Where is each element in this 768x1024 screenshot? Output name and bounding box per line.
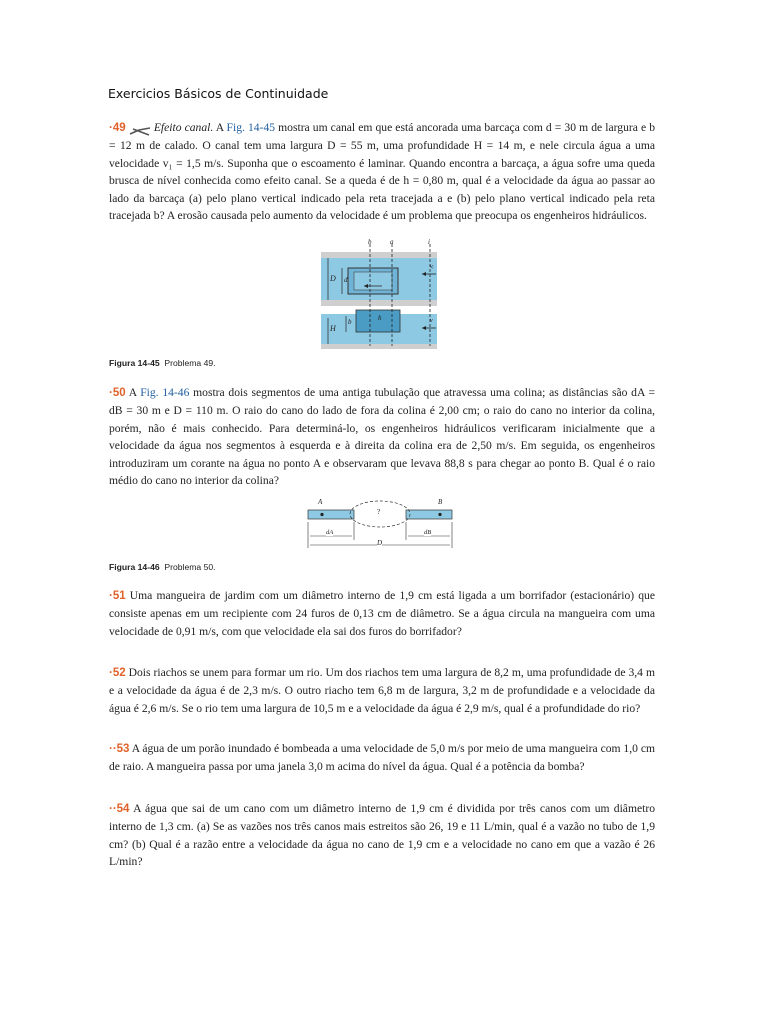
fig-label-d: d [344,276,348,284]
fig-label-D: D [330,274,336,283]
figure-link[interactable]: Fig. 14-46 [140,386,190,399]
problem-number: ·50 [109,387,126,399]
scissors-icon [129,124,151,133]
problem-53 [109,740,655,776]
fig-label-B: B [438,498,443,506]
problem-number: ·51 [109,590,126,602]
fig-label-h: h [378,314,382,322]
problem-50 [109,384,655,489]
problem-text: A água de um porão inundado é bombeada a uma velocidade de 5,0 m/s por meio de uma mangueira com 1,0 cm de raio. A mangueira passa por uma janela 3,0 m acima do nível da água. Qual é a potência da bomba? [109,742,655,774]
problem-tag: Efeito canal. [153,121,214,134]
caption-text: Problema 49. [164,358,216,368]
fig-label-b: b [368,238,372,246]
problem-number: ··53 [109,743,130,755]
problem-49 [109,119,655,224]
fig-label-A: A [318,498,323,506]
document-title: Exercicios Básicos de Continuidade [108,86,329,101]
figure-caption-14-46 [109,562,216,572]
figure-link[interactable]: Fig. 14-45 [226,121,276,134]
problem-54 [109,800,655,871]
fig-label-i: i [428,238,430,246]
figure-14-45 [318,238,440,350]
problem-pre: A [215,121,224,134]
problem-pre: A [128,386,137,399]
problem-number: ·49 [109,122,126,134]
problem-52 [109,664,655,717]
figure-14-46 [300,496,460,552]
problem-text: mostra dois segmentos de uma antiga tubulação que atravessa uma colina; as distâncias são dA = dB = 30 m e D = 110 m. O raio do cano do lado de fora da colina é 2,00 cm; o raio do cano no interior da colina, porém, não é mais conhecido. Para determiná-lo, os engenheiros hidráulicos verificaram inicialmente que a velocidade da água nos segmentos à esquerda e à direita da colina era de 2,50 m/s. Em seguida, os engenheiros introduziram um corante na água no ponto A e observaram que levava 88,8 s para chegar ao ponto B. Qual é o raio médio do cano no interior da colina? [109,386,655,488]
caption-text: Problema 50. [164,562,216,572]
problem-number: ·52 [109,667,126,679]
fig-label-D: D [377,539,383,547]
figure-caption-14-45 [109,358,216,368]
problem-number: ··54 [109,803,130,815]
fig-label-vi: vᵢ [430,264,434,270]
caption-label: Figura 14-46 [109,562,160,572]
problem-51 [109,587,655,640]
fig-label-dB: dB [424,529,432,536]
caption-label: Figura 14-45 [109,358,160,368]
fig-label-bb: b [348,318,352,326]
problem-text: Dois riachos se unem para formar um rio. Um dos riachos tem uma largura de 8,2 m, uma profundidade de 3,4 m e a velocidade da água é de 2,3 m/s. O outro riacho tem 6,8 m de largura, 3,2 m de profundidade e a velocidade da água é 2,6 m/s. Se o rio tem uma largura de 10,5 m e a velocidade da água é 2,9 m/s, qual é a profundidade do rio? [109,666,655,715]
fig-label-v: v [430,318,433,324]
problem-text: mostra um canal em que está ancorada uma barcaça com d = 30 m de largura e b = 12 m de calado. O canal tem uma largura D = 55 m, uma profundidade H = 14 m, e nele circula água a uma velocidade v₁ = 1,5 m/s. Suponha que o escoamento é laminar. Quando encontra a barcaça, a água sofre uma queda brusca de nível conhecida como efeito canal. Se a queda é de h = 0,80 m, qual é a velocidade da água ao passar ao lado da barcaça (a) pelo plano vertical indicado pela reta tracejada a e (b) pelo plano vertical indicado pela reta tracejada b? A erosão causada pelo aumento da velocidade é um problema que preocupa os engenheiros hidráulicos. [109,121,655,223]
fig-label-dA: dA [326,529,334,536]
problem-text: Uma mangueira de jardim com um diâmetro interno de 1,9 cm está ligada a um borrifador (estacionário) que consiste apenas em um recipiente com 24 furos de 0,13 cm de diâmetro. Se a água circula na mangueira com uma velocidade de 0,91 m/s, com que velocidade ela sai dos furos do borrifador? [109,589,655,638]
fig-label-H: H [330,324,336,333]
fig-label-a: a [390,238,394,246]
problem-text: A água que sai de um cano com um diâmetro interno de 1,9 cm é dividida por três canos com um diâmetro interno de 1,3 cm. (a) Se as vazões nos três canos mais estreitos são 26, 19 e 11 L/min, qual é a vazão no tubo de 1,9 cm? (b) Qual é a razão entre a velocidade da água no cano de 1,9 cm e a velocidade no cano em que a vazão é 26 L/min? [109,802,656,869]
fig-label-unknown: ? [377,508,381,516]
